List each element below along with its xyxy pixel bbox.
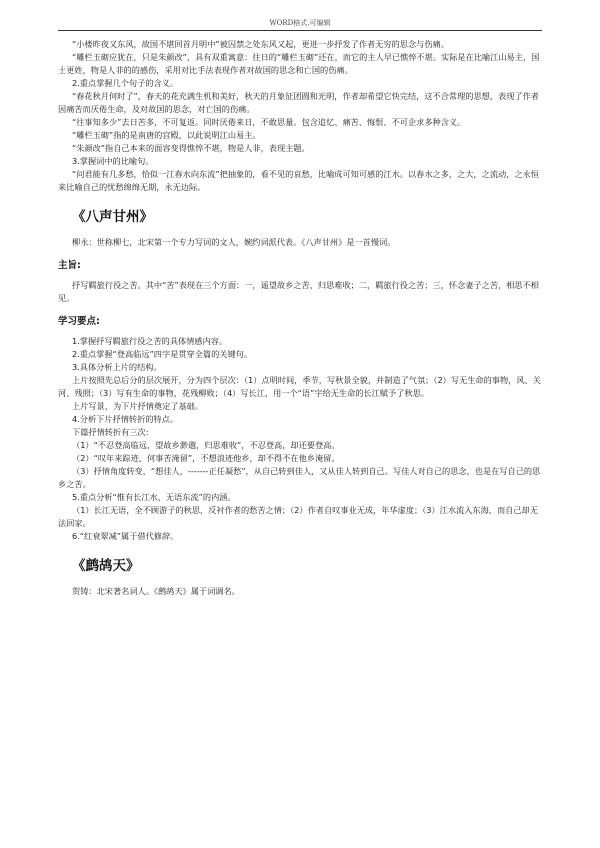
- paragraph: “朱颜改”指自己本来的面容变得憔悴不堪，物是人非，表现主题。: [72, 143, 310, 153]
- study-point: 下篇抒情转折有三次:: [72, 427, 149, 437]
- paragraph: “问君能有几多愁，恰似一江春水向东流”把抽象的，看不见的哀愁，比喻成可知可感的江水。以春水之多，之大，之流动，之永恒来比喻自己的忧愁绵绵无期，永无边际。: [58, 169, 539, 192]
- paragraph: “雕栏玉砌应犹在，只是朱颜改”，具有双重寓意：往日的“雕栏玉砌”还在，而它的主人早已憔悴不堪。实际是在比喻江山易主，国土更姓，物是人非的的感伤，采用对比手法表现作者对故国的思念和亡国的伤痛。: [58, 52, 540, 75]
- study-point: 2.重点掌握“登高临远”四字是贯穿全篇的关键句。: [72, 349, 253, 359]
- study-point: 上片写景，为下片抒情奠定了基础。: [72, 401, 204, 411]
- paragraph: “小楼昨夜又东风，故国不堪回首月明中”被囚禁之处东风又起，更进一步抒发了作者无穷的思念与伤痛。: [72, 39, 449, 49]
- study-point: （1）“不忍登高临远，望故乡渺邈，归思难收”，不忍登高，却还要登高。: [72, 440, 340, 450]
- paragraph: “雕栏玉砌”指的是南唐的宫殿，以此说明江山易主。: [72, 130, 261, 140]
- document-body: [58, 38, 542, 598]
- theme-label: 主旨:: [58, 260, 81, 271]
- section-title: 《八声甘州》: [72, 209, 153, 225]
- paragraph: “春花秋月何时了”，春天的花充满生机和美好，秋天的月象征团圆和光明，作者却希望它快完结，这不合常理的思想，表现了作者因痛苦而厌倦生命，及对故国的思念，对亡国的伤痛。: [58, 91, 539, 114]
- author-note: 贺铸：北宋著名词人。《鹧鸪天》属于词调名。: [72, 586, 240, 596]
- study-point: 1.掌握抒写羁旅行役之苦的具体情感内容。: [72, 336, 228, 346]
- study-point: 3.具体分析上片的结构。: [72, 362, 162, 372]
- study-point: （2）“叹年来踪迹，何事苦淹留”，不想浪迹他乡，却不得不在他乡淹留。: [72, 453, 340, 463]
- paragraph: 3.掌握词中的比喻句。: [72, 156, 154, 166]
- page-header: WORD格式.可编辑: [58, 18, 542, 31]
- paragraph: 2.重点掌握几个句子的含义。: [72, 78, 179, 88]
- study-point: （3）抒情角度转变，“想佳人，-------正任凝愁”，从自己转到佳人，又从佳人转到自己。写佳人对自己的思念，也是在写自己的思乡之苦。: [58, 466, 541, 489]
- study-point: 4.分析下片抒情转折的特点。: [72, 414, 179, 424]
- study-point: 上片按照先总后分的层次展开，分为四个层次：（1）点明时间，季节，写秋景全貌，并制造了气氛；（2）写无生命的事物，风、关河、残照；（3）写有生命的事物，花残柳败；（4）写长江，用一个“语”字给无生命的长江赋予了秋思。: [58, 375, 541, 398]
- study-point: 6.“红衰翠减”属于借代修辞。: [72, 531, 179, 541]
- study-point: 5.重点分析“惟有长江水，无语东流”的内涵。: [72, 492, 236, 502]
- author-note: 柳永：世称柳七，北宋第一个专力写词的文人，婉约词派代表。《八声甘州》是一首慢词。: [72, 237, 396, 247]
- points-label: 学习要点:: [58, 316, 100, 327]
- study-point: （1）长江无语，全不顾游子的秋思，反衬作者的愁苦之情；（2）作者自叹事业无成，年华虚度；（3）江水流入东海，而自己却无法回家。: [58, 505, 538, 528]
- theme-text: 抒写羁旅行役之苦。其中“苦”表现在三个方面：一，遥望故乡之苦，归思难收；二，羁旅行役之苦；三，怀念妻子之苦，相思不相见。: [58, 280, 539, 303]
- section-title: 《鹧鸪天》: [72, 558, 140, 574]
- paragraph: “往事知多少”去日苦多，不可复返。同时厌倦来日，不敢思量。包含追忆、痛苦、悔恨、不可企求多种含义。: [72, 117, 466, 127]
